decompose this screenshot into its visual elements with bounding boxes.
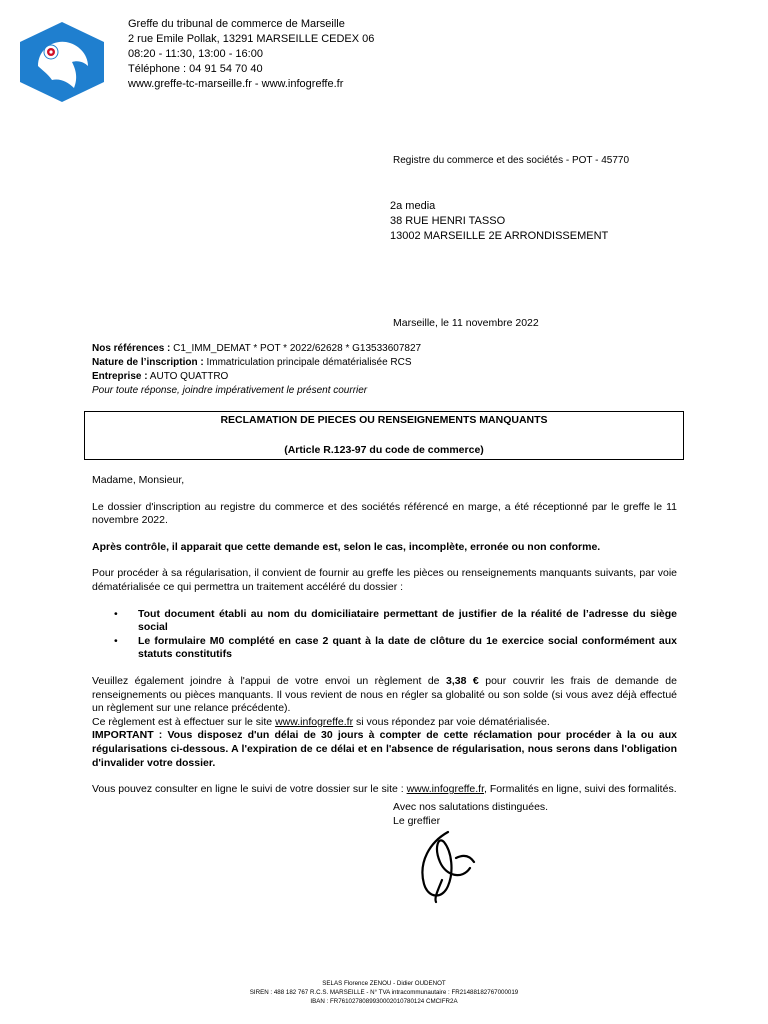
nature-label: Nature de l’inscription : <box>92 357 204 368</box>
sender-web: www.greffe-tc-marseille.fr - www.infogreffe.fr <box>128 78 344 90</box>
title-line-1: RECLAMATION DE PIECES OU RENSEIGNEMENTS MANQUANTS <box>220 414 548 426</box>
footer-line-3: IBAN : FR7610278089930002010780124 CMCIFR2A <box>310 998 458 1005</box>
site-paragraph: Ce règlement est à effectuer sur le site www.infogreffe.fr si vous répondez par voie dématérialisée. <box>92 715 550 728</box>
footer <box>0 979 768 1006</box>
control-paragraph: Après contrôle, il apparait que cette demande est, selon le cas, incomplète, erronée ou non conforme. <box>92 540 601 553</box>
online-paragraph: Vous pouvez consulter en ligne le suivi de votre dossier sur le site : www.infogreffe.fr, Formalités en ligne, suivi des formalités. <box>92 783 677 796</box>
greffe-logo <box>18 22 106 102</box>
payment-paragraph: Veuillez également joindre à l'appui de votre envoi un règlement de 3,38 € pour couvrir les frais de demande de renseignements ou pièces manquants. Il vous revient de nous en régler sa globalité ou son solde (si vous avez déjà effectué un règlement sur une relance précédente). <box>92 674 677 715</box>
reply-note: Pour toute réponse, joindre impérativement le présent courrier <box>92 385 368 396</box>
title-box <box>84 411 684 460</box>
company-label: Entreprise : <box>92 371 148 382</box>
payment-amount: 3,38 € <box>446 674 479 687</box>
refs-label: Nos références : <box>92 343 171 354</box>
sender-address: 2 rue Emile Pollak, 13291 MARSEILLE CEDEX 06 <box>128 33 375 45</box>
signatory: Le greffier <box>393 815 441 827</box>
sender-block <box>128 17 374 92</box>
sender-hours: 08:20 - 11:30, 13:00 - 16:00 <box>128 48 263 60</box>
footer-line-2: SIREN : 488 182 767 R.C.S. MARSEILLE - N° TVA intracommunautaire : FR21488182767000019 <box>249 989 519 996</box>
references-block <box>92 342 421 398</box>
footer-line-1: SELAS Florence ZENOU - Didier OUDENOT <box>322 980 446 987</box>
nature-value: Immatriculation principale dématérialisée RCS <box>203 357 412 368</box>
regularisation-paragraph: Pour procéder à sa régularisation, il convient de fournir au greffe les pièces ou renseignements manquants suivants, par voie dématérialisée ce qui permettra un traitement accéléré du dossier : <box>92 567 677 593</box>
infogreffe-link[interactable]: www.infogreffe.fr <box>275 715 354 728</box>
recipient-line-3: 13002 MARSEILLE 2E ARRONDISSEMENT <box>390 230 609 242</box>
company-value: AUTO QUATTRO <box>147 371 229 382</box>
recipient-address <box>390 199 608 244</box>
important-paragraph: IMPORTANT : Vous disposez d'un délai de 30 jours à compter de cette réclamation pour procéder à la ou aux régularisations ci-dessous. A l'expiration de ce délai et en l'absence de régularisation, nous serons dans l'obligation d'invalider votre dossier. <box>92 729 677 769</box>
infogreffe-link-2[interactable]: www.infogreffe.fr <box>406 783 485 796</box>
letter-date: Marseille, le 11 novembre 2022 <box>393 317 539 329</box>
rcs-reference: Registre du commerce et des sociétés - POT - 45770 <box>393 155 630 166</box>
recipient-line-2: 38 RUE HENRI TASSO <box>390 215 506 227</box>
recipient-line-1: 2a media <box>390 200 436 212</box>
intro-paragraph: Le dossier d'inscription au registre du commerce et des sociétés référencé en marge, a été réceptionné par le greffe le 11 novembre 2022. <box>92 500 677 527</box>
letter-body <box>92 474 677 797</box>
list-item: • Tout document établi au nom du domiciliataire permettant de justifier de la réalité de l’adresse du siège social <box>138 608 677 635</box>
greeting: Madame, Monsieur, <box>92 474 185 486</box>
list-item: • Le formulaire M0 complété en case 2 quant à la date de clôture du 1e exercice social conformément aux statuts constitutifs <box>138 635 677 662</box>
closing-block <box>393 800 548 828</box>
sender-name: Greffe du tribunal de commerce de Marseille <box>128 18 345 30</box>
title-line-2: (Article R.123-97 du code de commerce) <box>284 444 484 456</box>
signature-icon <box>408 828 480 904</box>
refs-value: C1_IMM_DEMAT * POT * 2022/62628 * G13533607827 <box>170 343 422 354</box>
missing-items-list <box>92 608 677 662</box>
sender-phone: Téléphone : 04 91 54 70 40 <box>128 63 263 75</box>
salutation: Avec nos salutations distinguées. <box>393 801 549 813</box>
